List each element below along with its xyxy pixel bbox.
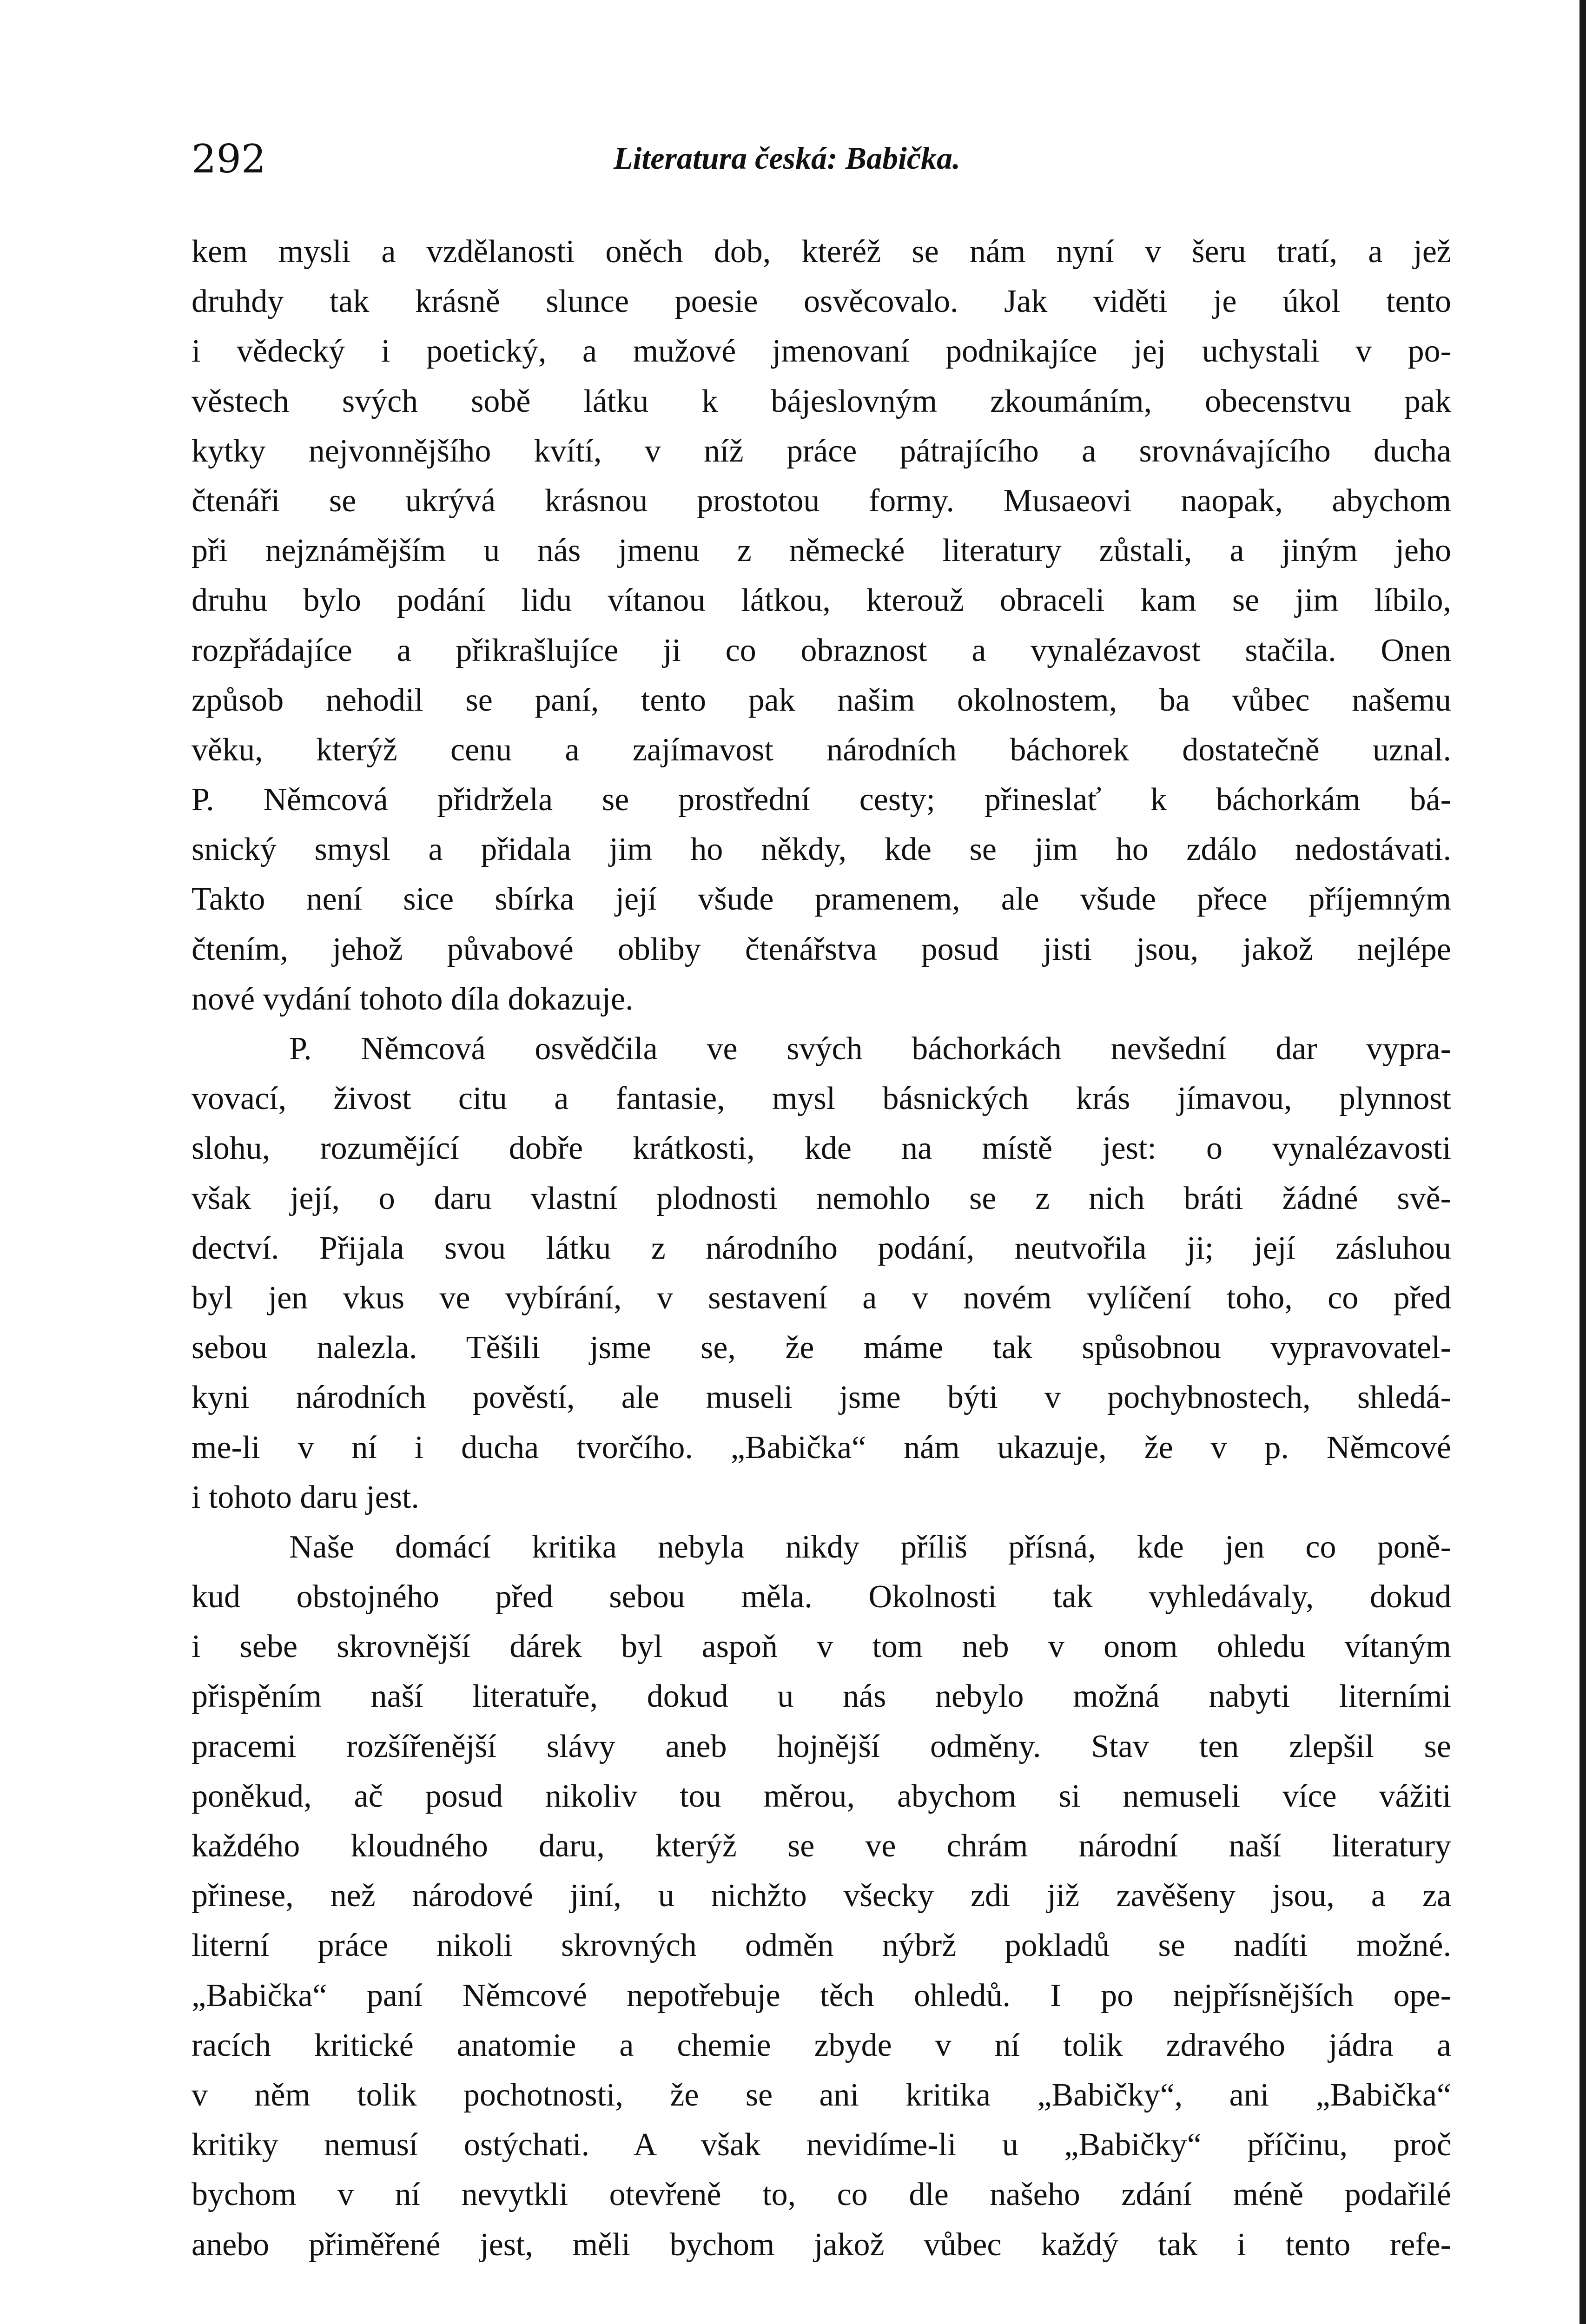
text-line: sebou nalezla. Těšili jsme se, že máme tak spůsobnou vypravovatel- [192,1330,1451,1366]
paragraph-start-line: Naše domácí kritika nebyla nikdy příliš přísná, kde jen co poně- [289,1529,1451,1565]
text-line: rozpřádajíce a přikrašlujíce ji co obraznost a vynalézavost stačila. Onen [192,632,1451,668]
text-line: P. Němcová přidržela se prostřední cesty; přineslať k báchorkám bá- [192,782,1451,818]
text-line: však její, o daru vlastní plodnosti nemohlo se z nich bráti žádné svě- [192,1180,1451,1216]
text-line: při nejznámějším u nás jmenu z německé literatury zůstali, a jiným jeho [192,533,1451,569]
text-line: kritiky nemusí ostýchati. A však nevidíme-li u „Babičky“ příčinu, proč [192,2127,1451,2163]
text-line: kytky nejvonnějšího kvítí, v níž práce pátrajícího a srovnávajícího ducha [192,433,1451,469]
text-line: poněkud, ač posud nikoliv tou měrou, abychom si nemuseli více vážiti [192,1778,1451,1814]
text-line: i sebe skrovnější dárek byl aspoň v tom neb v onom ohledu vítaným [192,1629,1451,1665]
page-number: 292 [192,136,266,182]
text-line: v něm tolik pochotnosti, že se ani kritika „Babičky“, ani „Babička“ [192,2077,1451,2113]
text-line: anebo přiměřené jest, měli bychom jakož vůbec každý tak i tento refe- [192,2226,1451,2263]
text-line: věstech svých sobě látku k bájeslovným zkoumáním, obecenstvu pak [192,383,1451,419]
text-line: každého kloudného daru, kterýž se ve chrám národní naší literatury [192,1828,1451,1864]
text-line: „Babička“ paní Němcové nepotřebuje těch ohledů. I po nejpřísnějších ope- [192,1977,1451,2014]
scan-border-right [1579,0,1586,2324]
text-line: kud obstojného před sebou měla. Okolnosti tak vyhledávaly, dokud [192,1579,1451,1615]
paragraph-start-line: P. Němcová osvědčila ve svých báchorkách nevšední dar vypra- [289,1031,1451,1067]
text-line: Takto není sice sbírka její všude pramenem, ale všude přece příjemným [192,881,1451,918]
text-line: literní práce nikoli skrovných odměn nýbrž pokladů se nadíti možné. [192,1928,1451,1964]
text-line: bychom v ní nevytkli otevřeně to, co dle našeho zdání méně podařilé [192,2177,1451,2213]
text-line: druhu bylo podání lidu vítanou látkou, kterouž obraceli kam se jim líbilo, [192,582,1451,619]
text-line: snický smysl a přidala jim ho někdy, kde se jim ho zdálo nedostávati. [192,832,1451,868]
text-line: pracemi rozšířenější slávy aneb hojnější odměny. Stav ten zlepšil se [192,1728,1451,1764]
text-line: dectví. Přijala svou látku z národního podání, neutvořila ji; její zásluhou [192,1230,1451,1266]
text-line: i vědecký i poetický, a mužové jmenovaní podnikajíce jej uchystali v po- [192,333,1451,370]
text-line: věku, kterýž cenu a zajímavost národních báchorek dostatečně uznal. [192,732,1451,768]
text-line: přinese, než národové jiní, u nichžto všecky zdi již zavěšeny jsou, a za [192,1878,1451,1914]
text-line: čtenáři se ukrývá krásnou prostotou formy. Musaeovi naopak, abychom [192,482,1451,519]
text-line: vovací, živost citu a fantasie, mysl básnických krás jímavou, plynnost [192,1081,1451,1117]
text-line: slohu, rozumějící dobře krátkosti, kde na místě jest: o vynalézavosti [192,1130,1451,1167]
body-text [192,227,1451,2270]
text-line: způsob nehodil se paní, tento pak našim okolnostem, ba vůbec našemu [192,682,1451,718]
text-line: čtením, jehož půvabové obliby čtenářstva posud jisti jsou, jakož nejlépe [192,931,1451,967]
text-line: me-li v ní i ducha tvorčího. „Babička“ nám ukazuje, že v p. Němcové [192,1429,1451,1466]
text-line: nové vydání tohoto díla dokazuje. [192,981,634,1017]
text-line: přispěním naší literatuře, dokud u nás nebylo možná nabyti literními [192,1678,1451,1715]
text-line: kyni národních pověstí, ale museli jsme býti v pochybnostech, shledá- [192,1380,1451,1416]
text-line: kem mysli a vzdělanosti oněch dob, kteréž se nám nyní v šeru tratí, a jež [192,234,1451,270]
text-line: byl jen vkus ve vybírání, v sestavení a v novém vylíčení toho, co před [192,1280,1451,1316]
running-title: Literatura česká: Babička. [614,140,961,176]
text-line: i tohoto daru jest. [192,1479,419,1515]
text-line: druhdy tak krásně slunce poesie osvěcovalo. Jak viděti je úkol tento [192,284,1451,320]
text-line: racích kritické anatomie a chemie zbyde v ní tolik zdravého jádra a [192,2027,1451,2063]
